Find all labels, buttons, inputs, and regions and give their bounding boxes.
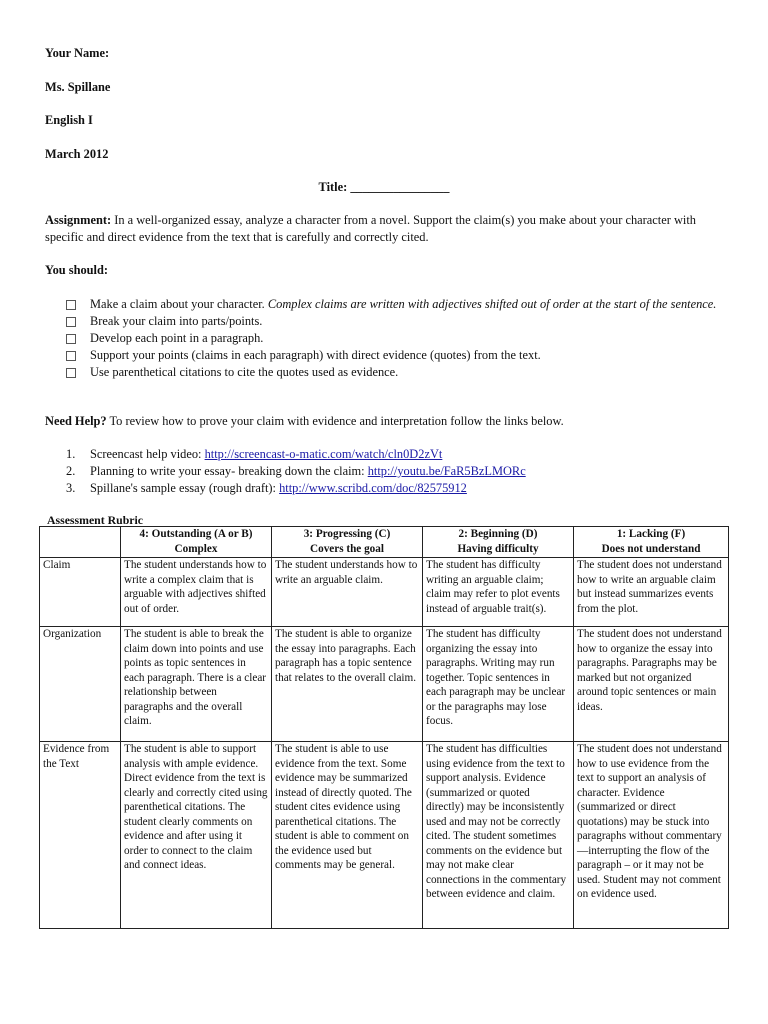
need-help-label: Need Help?	[45, 414, 107, 428]
row-category: Organization	[40, 627, 121, 742]
table-cell: The student is able to break the claim down into points and use points as topic sentences in each paragraph. There is a clear relationship between paragraphs and the overall claim.	[121, 627, 272, 742]
need-help-text: To review how to prove your claim with evidence and interpretation follow the links below.	[109, 414, 564, 428]
column-header	[574, 527, 729, 558]
row-category: Evidence from the Text	[40, 742, 121, 929]
table-row	[40, 558, 729, 627]
help-links	[66, 446, 526, 497]
list-item	[66, 463, 526, 480]
list-item-text: Support your points (claims in each paragraph) with direct evidence (quotes) from the text.	[90, 348, 541, 362]
rubric-table	[39, 526, 729, 929]
column-header	[121, 527, 272, 558]
name-label: Your Name:	[45, 46, 110, 60]
link-description: Spillane's sample essay (rough draft):	[90, 481, 276, 495]
list-item-text: Break your claim into parts/points.	[90, 314, 263, 328]
table-cell: The student does not understand how to organize the essay into paragraphs. Paragraphs may be marked but not organized around topic sentences or main ideas.	[574, 627, 729, 742]
table-cell: The student does not understand how to use evidence from the text to support an analysis of character. Evidence (summarized or direct quotations) may be stuck into paragraphs without commentary—interrupting the flow of the paragraph – or it may not be used. Student may not comment on evidence used.	[574, 742, 729, 929]
list-item	[66, 313, 731, 330]
assignment-text: In a well-organized essay, analyze a character from a novel. Support the claim(s) you make about your character with specific and direct evidence from the text that is carefully and correctly cited.	[45, 213, 696, 244]
table-cell: The student understands how to write a complex claim that is arguable with adjectives shifted out of order.	[121, 558, 272, 627]
checkbox-icon	[66, 368, 76, 378]
table-row	[40, 742, 729, 929]
table-cell: The student has difficulty organizing the essay into paragraphs. Writing may run together. Topic sentences in each paragraph may be unclear or the paragraphs may lose focus.	[423, 627, 574, 742]
table-cell: The student is able to organize the essay into paragraphs. Each paragraph has a topic sentence that relates to the overall claim.	[272, 627, 423, 742]
list-item	[66, 330, 731, 347]
column-header-subtitle: Having difficulty	[457, 542, 539, 555]
rubric-title: Assessment Rubric	[47, 513, 144, 527]
list-number: 3.	[66, 481, 76, 495]
assignment-paragraph	[45, 212, 735, 246]
column-header-grade: 4: Outstanding (A or B)	[139, 528, 253, 540]
table-header-row	[40, 527, 729, 558]
table-cell: The student has difficulty writing an arguable claim; claim may refer to plot events instead of arguable trait(s).	[423, 558, 574, 627]
checkbox-icon	[66, 300, 76, 310]
title-line: Title: ________________	[318, 180, 450, 194]
need-help-paragraph	[45, 413, 735, 430]
table-cell: The student has difficulties using evidence from the text to support analysis. Evidence (summarized or quoted directly) may be inconsistently used and may not be correctly cited. The student sometimes comments on the evidence but may not make clear connections in the commentary between evidence and claim.	[423, 742, 574, 929]
column-header-grade: 2: Beginning (D)	[458, 528, 538, 540]
table-row	[40, 627, 729, 742]
youtube-link[interactable]: http://youtu.be/FaR5BzLMORc	[367, 464, 526, 478]
list-number: 2.	[66, 464, 76, 478]
column-header-subtitle: Covers the goal	[310, 542, 384, 555]
date: March 2012	[45, 147, 109, 161]
list-item-text: Develop each point in a paragraph.	[90, 331, 264, 345]
link-description: Screencast help video:	[90, 447, 202, 461]
column-header	[272, 527, 423, 558]
column-header-subtitle: Does not understand	[601, 542, 701, 555]
list-item	[66, 446, 526, 463]
list-item	[66, 480, 526, 497]
column-header-grade: 1: Lacking (F)	[616, 528, 686, 540]
row-category: Claim	[40, 558, 121, 627]
column-header-grade: 3: Progressing (C)	[303, 528, 391, 540]
scribd-link[interactable]: http://www.scribd.com/doc/82575912	[279, 481, 467, 495]
table-corner-cell	[40, 527, 121, 558]
column-header	[423, 527, 574, 558]
link-description: Planning to write your essay- breaking down the claim:	[90, 464, 365, 478]
screencast-link[interactable]: http://screencast-o-matic.com/watch/cln0D2zVt	[204, 447, 443, 461]
teacher-name: Ms. Spillane	[45, 80, 111, 94]
checkbox-icon	[66, 334, 76, 344]
list-item	[66, 364, 731, 381]
checkbox-icon	[66, 317, 76, 327]
checklist	[66, 296, 731, 381]
list-item-text: Use parenthetical citations to cite the quotes used as evidence.	[90, 365, 399, 379]
you-should-label: You should:	[45, 263, 109, 277]
table-cell: The student is able to use evidence from the text. Some evidence may be summarized instead of directly quoted. The student cites evidence using parenthetical citations. The student is able to comment on the evidence used but comments may be general.	[272, 742, 423, 929]
list-item	[66, 296, 731, 313]
table-cell: The student understands how to write an arguable claim.	[272, 558, 423, 627]
list-item	[66, 347, 731, 364]
list-item-note: Complex claims are written with adjectives shifted out of order at the start of the sentence.	[267, 297, 717, 311]
table-cell: The student does not understand how to write an arguable claim but instead summarizes events from the plot.	[574, 558, 729, 627]
column-header-subtitle: Complex	[174, 542, 218, 555]
checkbox-icon	[66, 351, 76, 361]
table-cell: The student is able to support analysis with ample evidence. Direct evidence from the text is clearly and correctly cited using parenthetical citations. The student clearly comments on evidence and after using it order to connect to the claim and connect ideas.	[121, 742, 272, 929]
assignment-label: Assignment:	[45, 213, 112, 227]
list-item-text: Make a claim about your character.	[90, 297, 265, 311]
course-name: English I	[45, 113, 93, 127]
list-number: 1.	[66, 447, 76, 461]
